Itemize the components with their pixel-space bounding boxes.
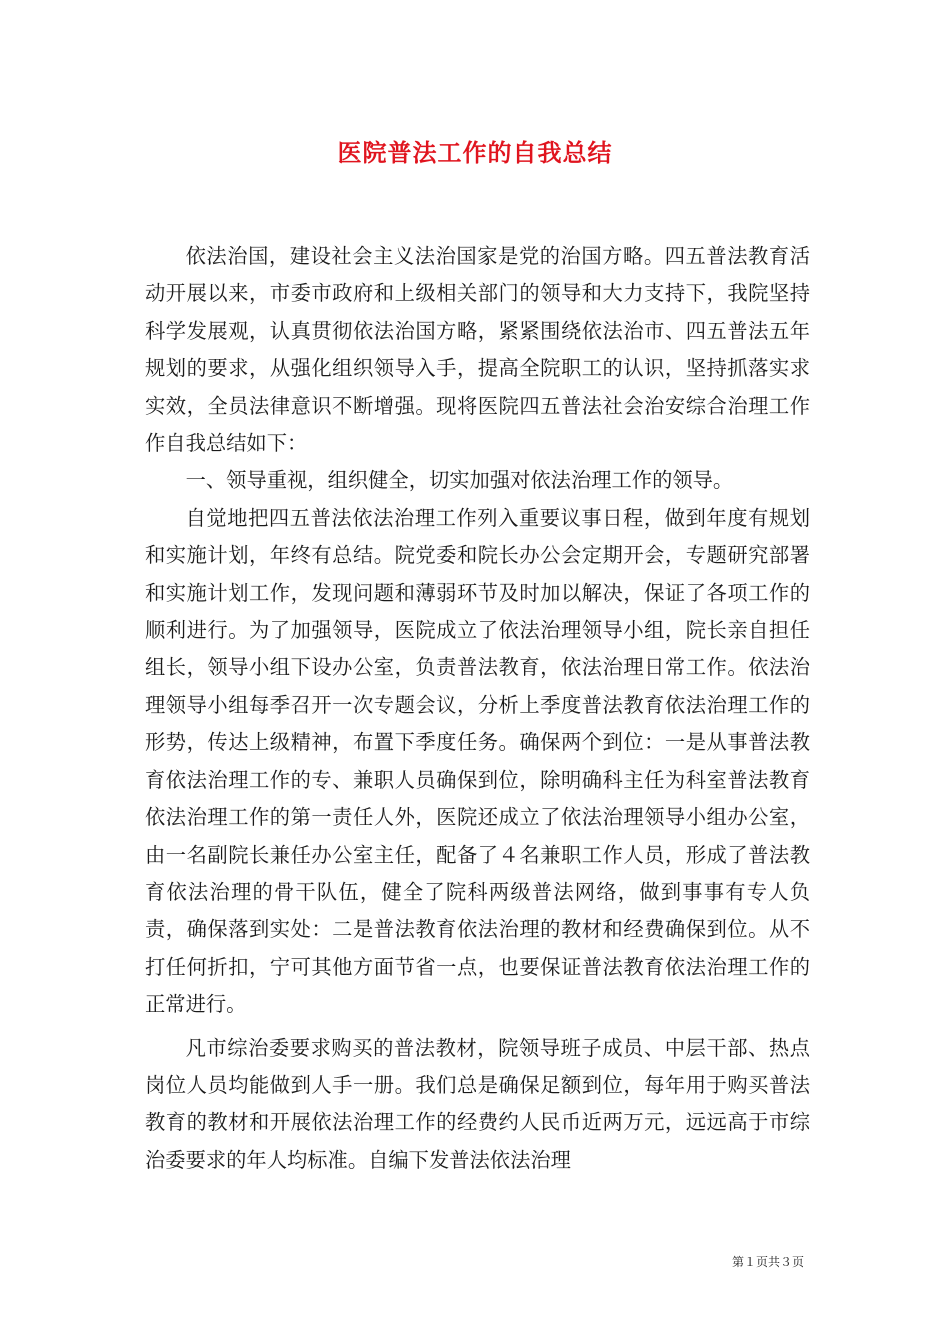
document-body bbox=[145, 238, 810, 1179]
paragraph-materials: 凡市综治委要求购买的普法教材，院领导班子成员、中层干部、热点岗位人员均能做到人手一册。我们总是确保足额到位，每年用于购买普法教育的教材和开展依法治理工作的经费约人民币近两万元，远远高于市综治委要求的年人均标准。自编下发普法依法治理 bbox=[145, 1035, 810, 1172]
page-number-footer: 第１页共３页 bbox=[731, 1255, 804, 1269]
document-title: 医院普法工作的自我总结 bbox=[337, 138, 613, 167]
paragraph-section-heading: 一、领导重视，组织健全，切实加强对依法治理工作的领导。 bbox=[185, 468, 734, 493]
paragraph-leadership: 自觉地把四五普法依法治理工作列入重要议事日程，做到年度有规划和实施计划，年终有总结。院党委和院长办公会定期开会，专题研究部署和实施计划工作，发现问题和薄弱环节及时加以解决，保证了各项工作的顺利进行。为了加强领导，医院成立了依法治理领导小组，院长亲自担任组长，领导小组下设办公室，负责普法教育，依法治理日常工作。依法治理领导小组每季召开一次专题会议，分析上季度普法教育依法治理工作的形势，传达上级精神，布置下季度任务。确保两个到位：一是从事普法教育依法治理工作的专、兼职人员确保到位，除明确科主任为科室普法教育依法治理工作的第一责任人外，医院还成立了依法治理领导小组办公室，由一名副院长兼任办公室主任，配备了４名兼职工作人员，形成了普法教育依法治理的骨干队伍，健全了院科两级普法网络，做到事事有专人负责，确保落到实处：二是普法教育依法治理的教材和经费确保到位。从不打任何折扣，宁可其他方面节省一点，也要保证普法教育依法治理工作的正常进行。 bbox=[145, 505, 810, 1017]
paragraph-intro: 依法治国，建设社会主义法治国家是党的治国方略。四五普法教育活动开展以来，市委市政府和上级相关部门的领导和大力支持下，我院坚持科学发展观，认真贯彻依法治国方略，紧紧围绕依法治市、四五普法五年规划的要求，从强化组织领导入手，提高全院职工的认识，坚持抓落实求实效，全员法律意识不断增强。现将医院四五普法社会治安综合治理工作作自我总结如下： bbox=[145, 244, 810, 456]
